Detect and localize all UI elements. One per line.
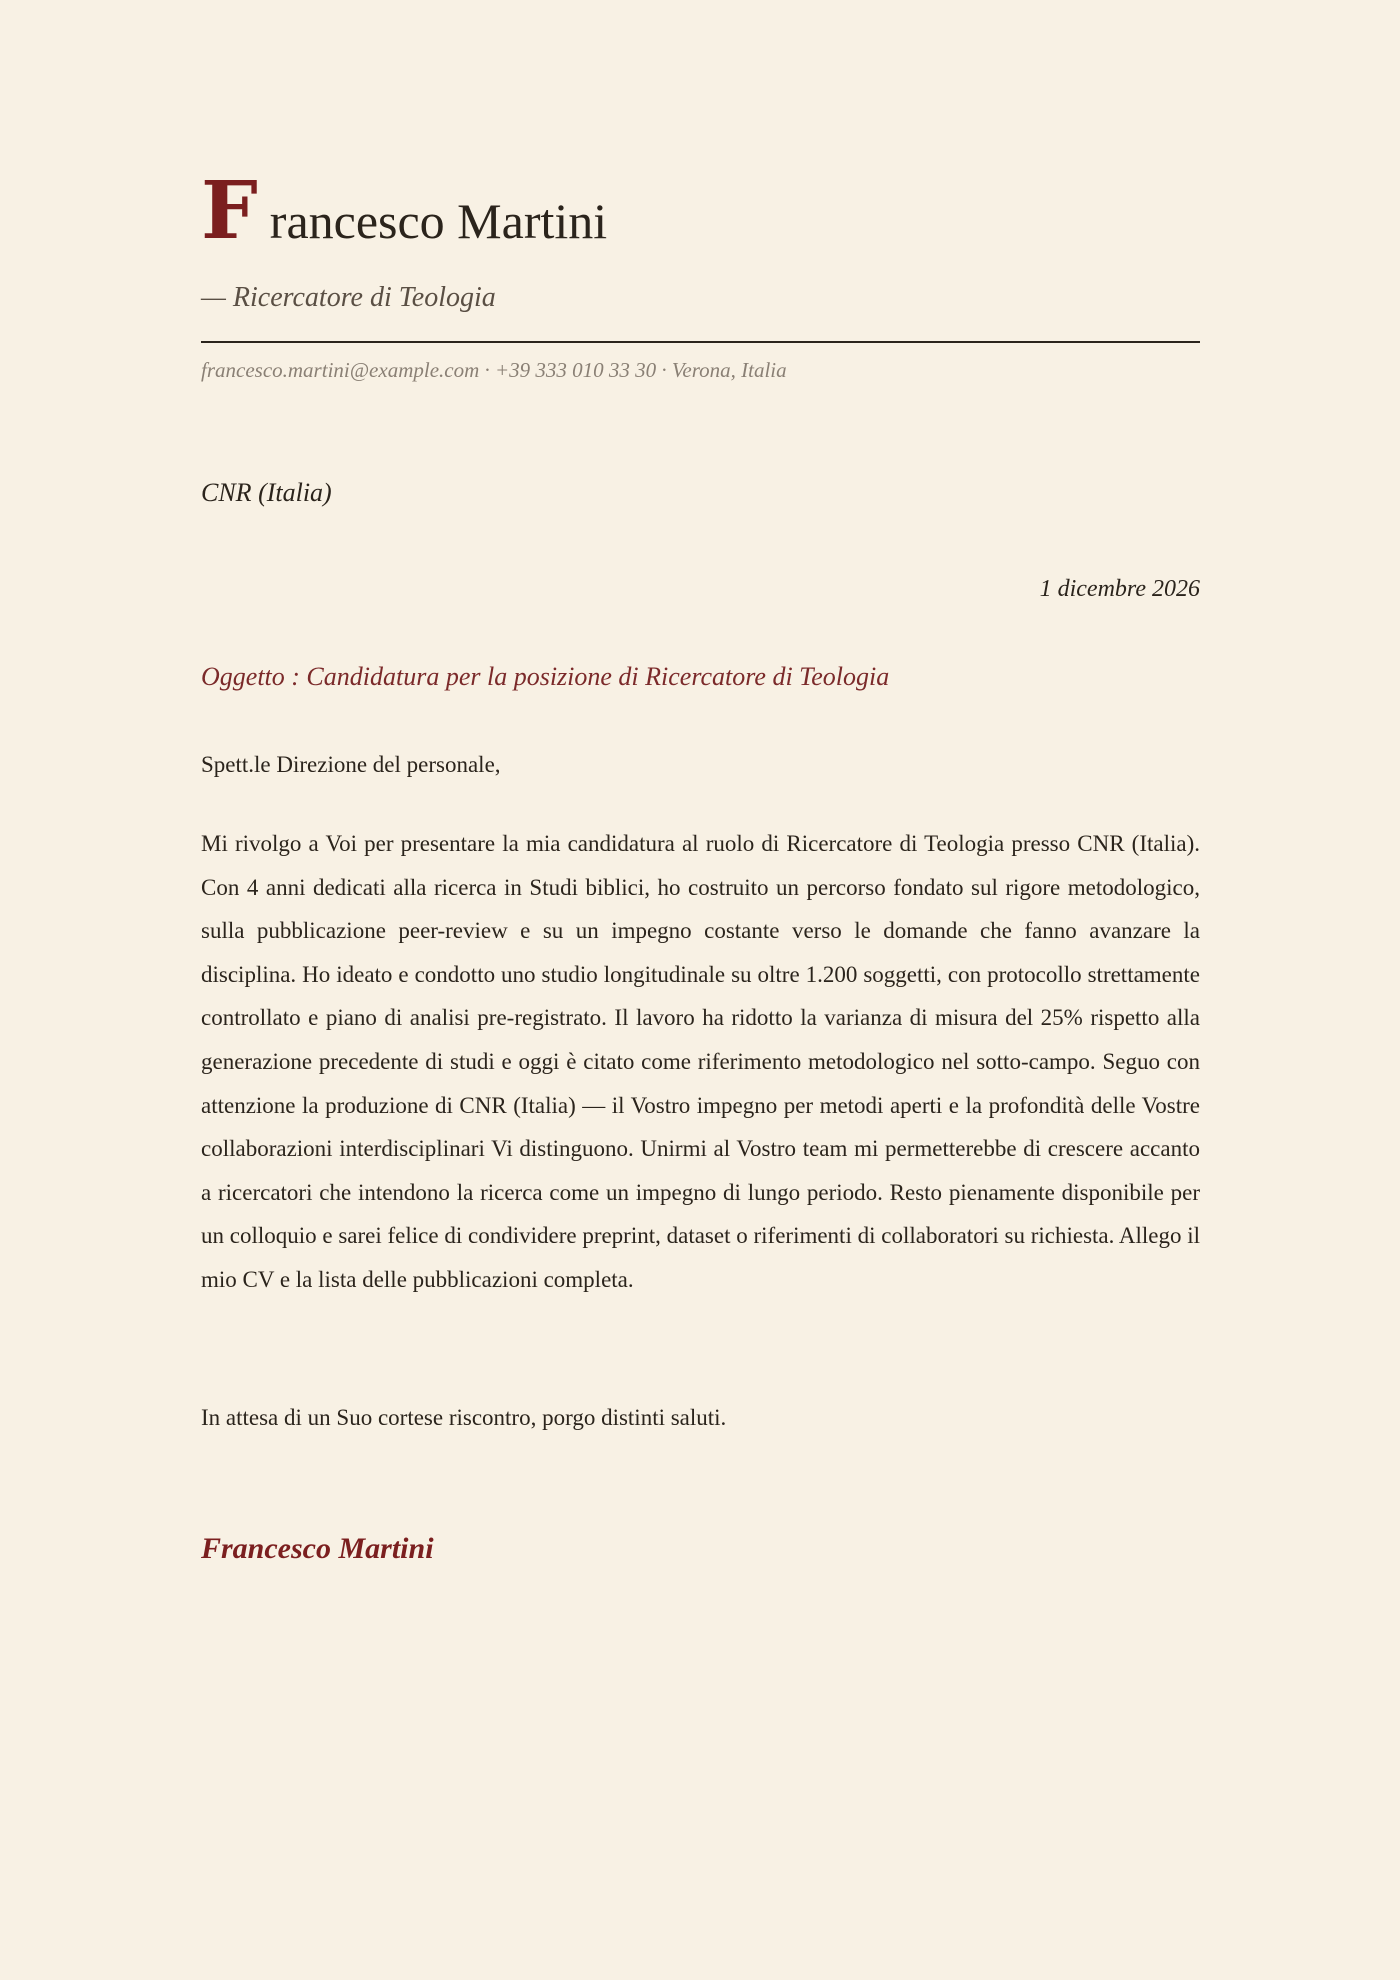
sender-role: — Ricercatore di Teologia xyxy=(201,282,496,313)
letter-subject: Oggetto : Candidatura per la posizione di Ricercatore di Teologia xyxy=(201,662,890,691)
letter-closing: In attesa di un Suo cortese riscontro, porgo distinti saluti. xyxy=(201,1405,727,1430)
drop-cap-initial: F xyxy=(201,163,258,257)
letter-body: Mi rivolgo a Voi per presentare la mia candidatura al ruolo di Ricercatore di Teologia presso CNR (Italia). Con 4 anni dedicati alla ricerca in Studi biblici, ho costruito un percorso fondato sul rigore metodologico, sulla pubblicazione peer-review e su un impegno costante verso le domande che fanno avanzare la disciplina. Ho ideato e condotto uno studio longitudinale su oltre 1.200 soggetti, con protocollo strettamente controllato e piano di analisi pre-registrato. Il lavoro ha ridotto la varianza di misura del 25% rispetto alla generazione precedente di studi e oggi è citato come riferimento metodologico nel sotto-campo. Seguo con attenzione la produzione di CNR (Italia) — il Vostro impegno per metodi aperti e la profondità delle Vostre collaborazioni interdisciplinari Vi distinguono. Unirmi al Vostro team mi permetterebbe di crescere accanto a ricercatori che intendono la ricerca come un impegno di lungo periodo. Resto pienamente disponibile per un colloquio e sarei felice di condividere preprint, dataset o riferimenti di collaboratori su richiesta. Allego il mio CV e la lista delle pubblicazioni completa. xyxy=(201,831,1200,1292)
recipient: CNR (Italia) xyxy=(201,478,332,507)
sender-name-rest: rancesco Martini xyxy=(269,193,608,249)
letter-date: 1 dicembre 2026 xyxy=(1039,576,1200,602)
sender-contact: francesco.martini@example.com · +39 333 010 33 30 · Verona, Italia xyxy=(201,358,787,382)
header-divider xyxy=(201,341,1200,343)
signature: Francesco Martini xyxy=(201,1532,434,1565)
letter-greeting: Spett.le Direzione del personale, xyxy=(201,752,501,777)
sender-name xyxy=(201,163,608,257)
